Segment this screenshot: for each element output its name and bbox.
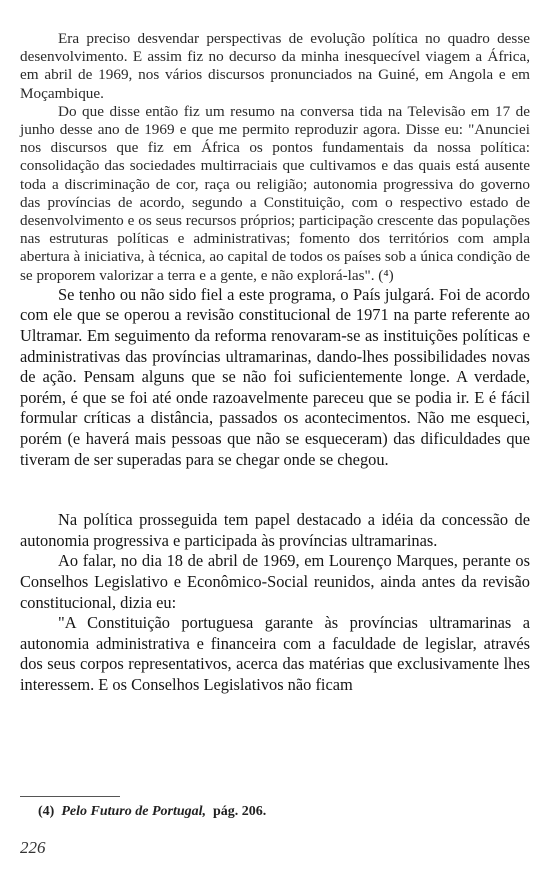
paragraph: "A Constituição portuguesa garante às províncias ultramarinas a autonomia administrativa e financeira com a faculdade de legislar, através dos seus corpos representativos, acerca das matérias que exclusivamente lhes interessem. E os Conselhos Legislativos não ficam [20,613,530,694]
paragraph: Do que disse então fiz um resumo na conversa tida na Televisão em 17 de junho desse ano de 1969 e que me permito reproduzir agora. Disse eu: "Anunciei nos discursos que fiz em África os pontos fundamentais da nossa política: consolidação das sociedades multirraciais que cultivamos e das quais está ausente toda a discriminação de cor, raça ou religião; autonomia progressiva do governo das províncias de acordo, segundo a Constituição, com o respectivo estado de desenvolvimento e os seus recursos próprios; participação crescente das populações nas estruturas políticas e administrativas; fomento dos territórios com ampla abertura à iniciativa, à técnica, ao capital de todos os países sob a única condição de se proporem valorizar a terra e a gente, e não explorá-las". (⁴) [20,102,530,284]
footnote-marker: (4) [38,804,55,819]
page-number: 226 [20,838,46,857]
paragraph: Na política prosseguida tem papel destacado a idéia da concessão de autonomia progressiva e participada às províncias ultramarinas. [20,510,530,550]
paragraph: Ao falar, no dia 18 de abril de 1969, em Lourenço Marques, perante os Conselhos Legislativo e Econômico-Social reunidos, ainda antes da revisão constitucional, dizia eu: [20,551,530,612]
page-body [20,30,530,696]
section-gap [20,470,530,510]
text-block-1 [20,30,530,285]
footnote-page-ref: pág. 206. [213,804,267,819]
paragraph: Era preciso desvendar perspectivas de evolução política no quadro desse desenvolvimento. E assim fiz no decurso da minha inesquecível viagem a África, em abril de 1969, nos vários discursos pronunciados na Guiné, em Angola e em Moçambique. [20,30,530,102]
text-block-2 [20,285,530,470]
footnote [38,804,266,820]
text-block-3 [20,510,530,695]
paragraph: Se tenho ou não sido fiel a este programa, o País julgará. Foi de acordo com ele que se operou a revisão constitucional de 1971 na parte referente ao Ultramar. Em seguimento da reforma renovaram-se as instituições políticas e administrativas das províncias ultramarinas, dando-lhes possibilidades novas de ação. Pensam alguns que se não foi suficientemente longe. A verdade, porém, é que se foi até onde razoavelmente pareceu que se podia ir. E é fácil formular críticas a distância, passados os acontecimentos. Não me esqueci, porém (e haverá mais pessoas que não se esqueceram) das dificuldades que tiveram de ser superadas para se chegar onde se chegou. [20,284,530,469]
footnote-book-title: Pelo Futuro de Portugal, [61,804,207,819]
footnote-divider [20,796,120,797]
